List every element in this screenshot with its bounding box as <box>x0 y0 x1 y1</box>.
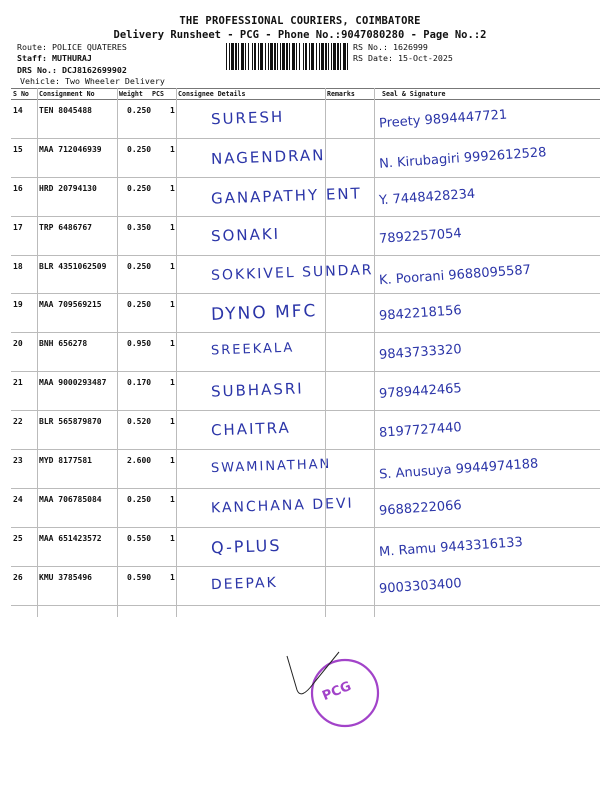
table-row <box>11 489 600 528</box>
consignment-number: MAA 706785084 <box>39 494 102 504</box>
rs-number: RS No.: 1626999 <box>353 42 428 52</box>
col-remarks: Remarks <box>327 90 355 98</box>
weight: 0.550 <box>127 533 152 543</box>
barcode-bar <box>305 43 307 70</box>
weight: 0.950 <box>127 339 152 349</box>
barcode-bar <box>252 43 253 70</box>
serial-number: 23 <box>13 456 23 466</box>
consignee-handwritten: Q-PLUS <box>210 535 282 558</box>
barcode <box>226 43 348 70</box>
consignee-handwritten: KANCHANA DEVI <box>210 495 354 517</box>
signature-handwritten: 9842218156 <box>378 303 463 325</box>
signature-handwritten: K. Poorani 9688095587 <box>378 262 532 288</box>
table-row <box>11 567 600 606</box>
signature-handwritten: N. Kirubagiri 9992612528 <box>378 145 547 172</box>
pieces: 1 <box>170 300 175 310</box>
consignment-number: MAA 709569215 <box>39 300 102 310</box>
table-row <box>11 411 600 450</box>
signature-handwritten: M. Ramu 9443316133 <box>378 534 524 560</box>
table-row <box>11 100 600 139</box>
barcode-bar <box>265 43 266 70</box>
consignee-handwritten: SONAKI <box>210 224 281 245</box>
signature-handwritten: 9003303400 <box>378 575 463 597</box>
barcode-bar <box>270 43 273 70</box>
column-divider <box>117 88 118 617</box>
pieces: 1 <box>170 339 175 349</box>
barcode-bar <box>331 43 332 70</box>
pieces: 1 <box>170 261 175 271</box>
serial-number: 18 <box>13 261 23 271</box>
barcode-bar <box>282 43 285 70</box>
barcode-bar <box>280 43 281 70</box>
pieces: 1 <box>170 183 175 193</box>
barcode-bar <box>235 43 237 70</box>
barcode-bar <box>311 43 314 70</box>
serial-number: 25 <box>13 533 23 543</box>
pieces: 1 <box>170 572 175 582</box>
pieces: 1 <box>170 106 175 115</box>
consignee-handwritten: SWAMINATHAN <box>210 456 332 477</box>
weight: 0.250 <box>127 494 152 504</box>
signature-handwritten: 9843733320 <box>378 342 463 364</box>
serial-number: 24 <box>13 494 23 504</box>
consignee-handwritten: SURESH <box>210 107 285 129</box>
serial-number: 26 <box>13 572 23 582</box>
pieces: 1 <box>170 494 175 504</box>
rs-date: RS Date: 15-Oct-2025 <box>353 53 453 63</box>
consignee-handwritten: CHAITRA <box>210 418 291 440</box>
serial-number: 17 <box>13 222 23 232</box>
barcode-bar <box>289 43 290 70</box>
table-row <box>11 450 600 489</box>
pieces: 1 <box>170 456 175 466</box>
consignee-handwritten: DYNO MFC <box>210 301 318 326</box>
weight: 0.590 <box>127 572 152 582</box>
consignment-number: TRP 6486767 <box>39 222 92 232</box>
weight: 0.350 <box>127 222 152 232</box>
table-row <box>11 139 600 178</box>
barcode-bar <box>337 43 339 70</box>
barcode-bar <box>260 43 263 70</box>
serial-number: 22 <box>13 417 23 427</box>
pieces: 1 <box>170 417 175 427</box>
barcode-bar <box>268 43 269 70</box>
weight: 0.250 <box>127 261 152 271</box>
col-seal: Seal & Signature <box>382 90 446 98</box>
consignee-handwritten: DEEPAK <box>210 574 279 593</box>
serial-number: 16 <box>13 183 23 193</box>
barcode-bar <box>343 43 346 70</box>
route-label: Route: POLICE QUATERES <box>17 42 127 52</box>
barcode-bar <box>296 43 297 70</box>
weight: 0.250 <box>127 183 152 193</box>
signature-handwritten: 9688222066 <box>378 498 463 519</box>
serial-number: 14 <box>13 106 23 115</box>
weight: 0.170 <box>127 378 152 388</box>
weight: 0.250 <box>127 106 152 115</box>
barcode-bar <box>340 43 341 70</box>
barcode-bar <box>325 43 327 70</box>
barcode-bar <box>226 43 227 70</box>
signature-handwritten: S. Anusuya 9944974188 <box>378 456 539 483</box>
barcode-bar <box>254 43 256 70</box>
table-body <box>11 100 600 606</box>
consignee-handwritten: SOKKIVEL SUNDAR <box>210 261 374 284</box>
staff-label: Staff: MUTHURAJ <box>17 53 92 63</box>
runsheet-title: THE PROFESSIONAL COURIERS, COIMBATORE <box>179 15 421 27</box>
signature-handwritten: 9789442465 <box>378 381 463 403</box>
serial-number: 20 <box>13 339 23 349</box>
pieces: 1 <box>170 222 175 232</box>
barcode-bar <box>299 43 300 70</box>
table-row <box>11 217 600 256</box>
barcode-bar <box>316 43 317 70</box>
col-pcs: PCS <box>152 90 164 98</box>
barcode-bar <box>245 43 246 70</box>
weight: 0.250 <box>127 300 152 310</box>
barcode-bar <box>347 43 348 70</box>
weight: 2.600 <box>127 456 152 466</box>
barcode-bar <box>319 43 320 70</box>
column-divider <box>37 88 38 617</box>
consignment-number: TEN 8045488 <box>39 106 92 115</box>
barcode-bar <box>286 43 288 70</box>
table-row <box>11 256 600 295</box>
consignee-handwritten: SREEKALA <box>210 340 295 359</box>
barcode-bar <box>277 43 278 70</box>
column-divider <box>374 88 375 617</box>
table-header <box>11 88 600 100</box>
table-row <box>11 178 600 217</box>
barcode-bar <box>238 43 239 70</box>
consignment-number: MAA 712046939 <box>39 144 102 154</box>
barcode-bar <box>321 43 324 70</box>
barcode-bar <box>303 43 304 70</box>
consignment-number: KMU 3785496 <box>39 572 92 582</box>
table-row <box>11 333 600 372</box>
barcode-bar <box>274 43 276 70</box>
signature-handwritten: 7892257054 <box>378 225 463 247</box>
serial-number: 15 <box>13 144 23 154</box>
consignment-number: BLR 4351062509 <box>39 261 107 271</box>
barcode-bar <box>333 43 336 70</box>
vehicle-label: Vehicle: Two Wheeler Delivery <box>20 76 165 86</box>
table-row <box>11 372 600 411</box>
consignee-handwritten: SUBHASRI <box>210 379 304 401</box>
consignment-number: BNH 656278 <box>39 339 88 349</box>
barcode-bar <box>292 43 295 70</box>
consignment-number: HRD 20794130 <box>39 183 97 193</box>
consignment-number: MYD 8177581 <box>39 456 92 466</box>
consignment-number: BLR 565879870 <box>39 417 102 427</box>
consignee-handwritten: GANAPATHY ENT <box>210 184 363 208</box>
serial-number: 19 <box>13 300 23 310</box>
signature-handwritten: Y. 7448428234 <box>378 186 476 209</box>
barcode-bar <box>241 43 244 70</box>
barcode-bar <box>309 43 310 70</box>
col-consignment: Consignment No <box>39 90 95 98</box>
barcode-bar <box>258 43 259 70</box>
serial-number: 21 <box>13 378 23 388</box>
consignment-number: MAA 651423572 <box>39 533 102 543</box>
runsheet-table <box>11 88 600 606</box>
pieces: 1 <box>170 533 175 543</box>
pieces: 1 <box>170 144 175 154</box>
barcode-bar <box>248 43 249 70</box>
consignee-handwritten: NAGENDRAN <box>210 145 326 168</box>
weight: 0.250 <box>127 144 152 154</box>
column-divider <box>325 88 326 617</box>
col-weight: Weight <box>119 90 143 98</box>
barcode-bar <box>328 43 329 70</box>
drs-number: DRS No.: DCJ8162699902 <box>17 65 127 75</box>
barcode-bar <box>231 43 234 70</box>
column-divider <box>176 88 177 617</box>
barcode-bar <box>229 43 230 70</box>
signature-handwritten: Preety 9894447721 <box>378 107 508 132</box>
stamp-tick-mark <box>283 650 343 710</box>
stamp-text: PCG <box>320 678 354 705</box>
pieces: 1 <box>170 378 175 388</box>
consignment-number: MAA 9000293487 <box>39 378 107 388</box>
signature-handwritten: 8197727440 <box>378 420 463 441</box>
col-consignee: Consignee Details <box>178 90 246 98</box>
table-row <box>11 528 600 567</box>
col-sno: S No <box>13 90 29 98</box>
table-row <box>11 294 600 333</box>
runsheet-subtitle: Delivery Runsheet - PCG - Phone No.:9047080280 - Page No.:2 <box>113 29 487 41</box>
weight: 0.520 <box>127 417 152 427</box>
